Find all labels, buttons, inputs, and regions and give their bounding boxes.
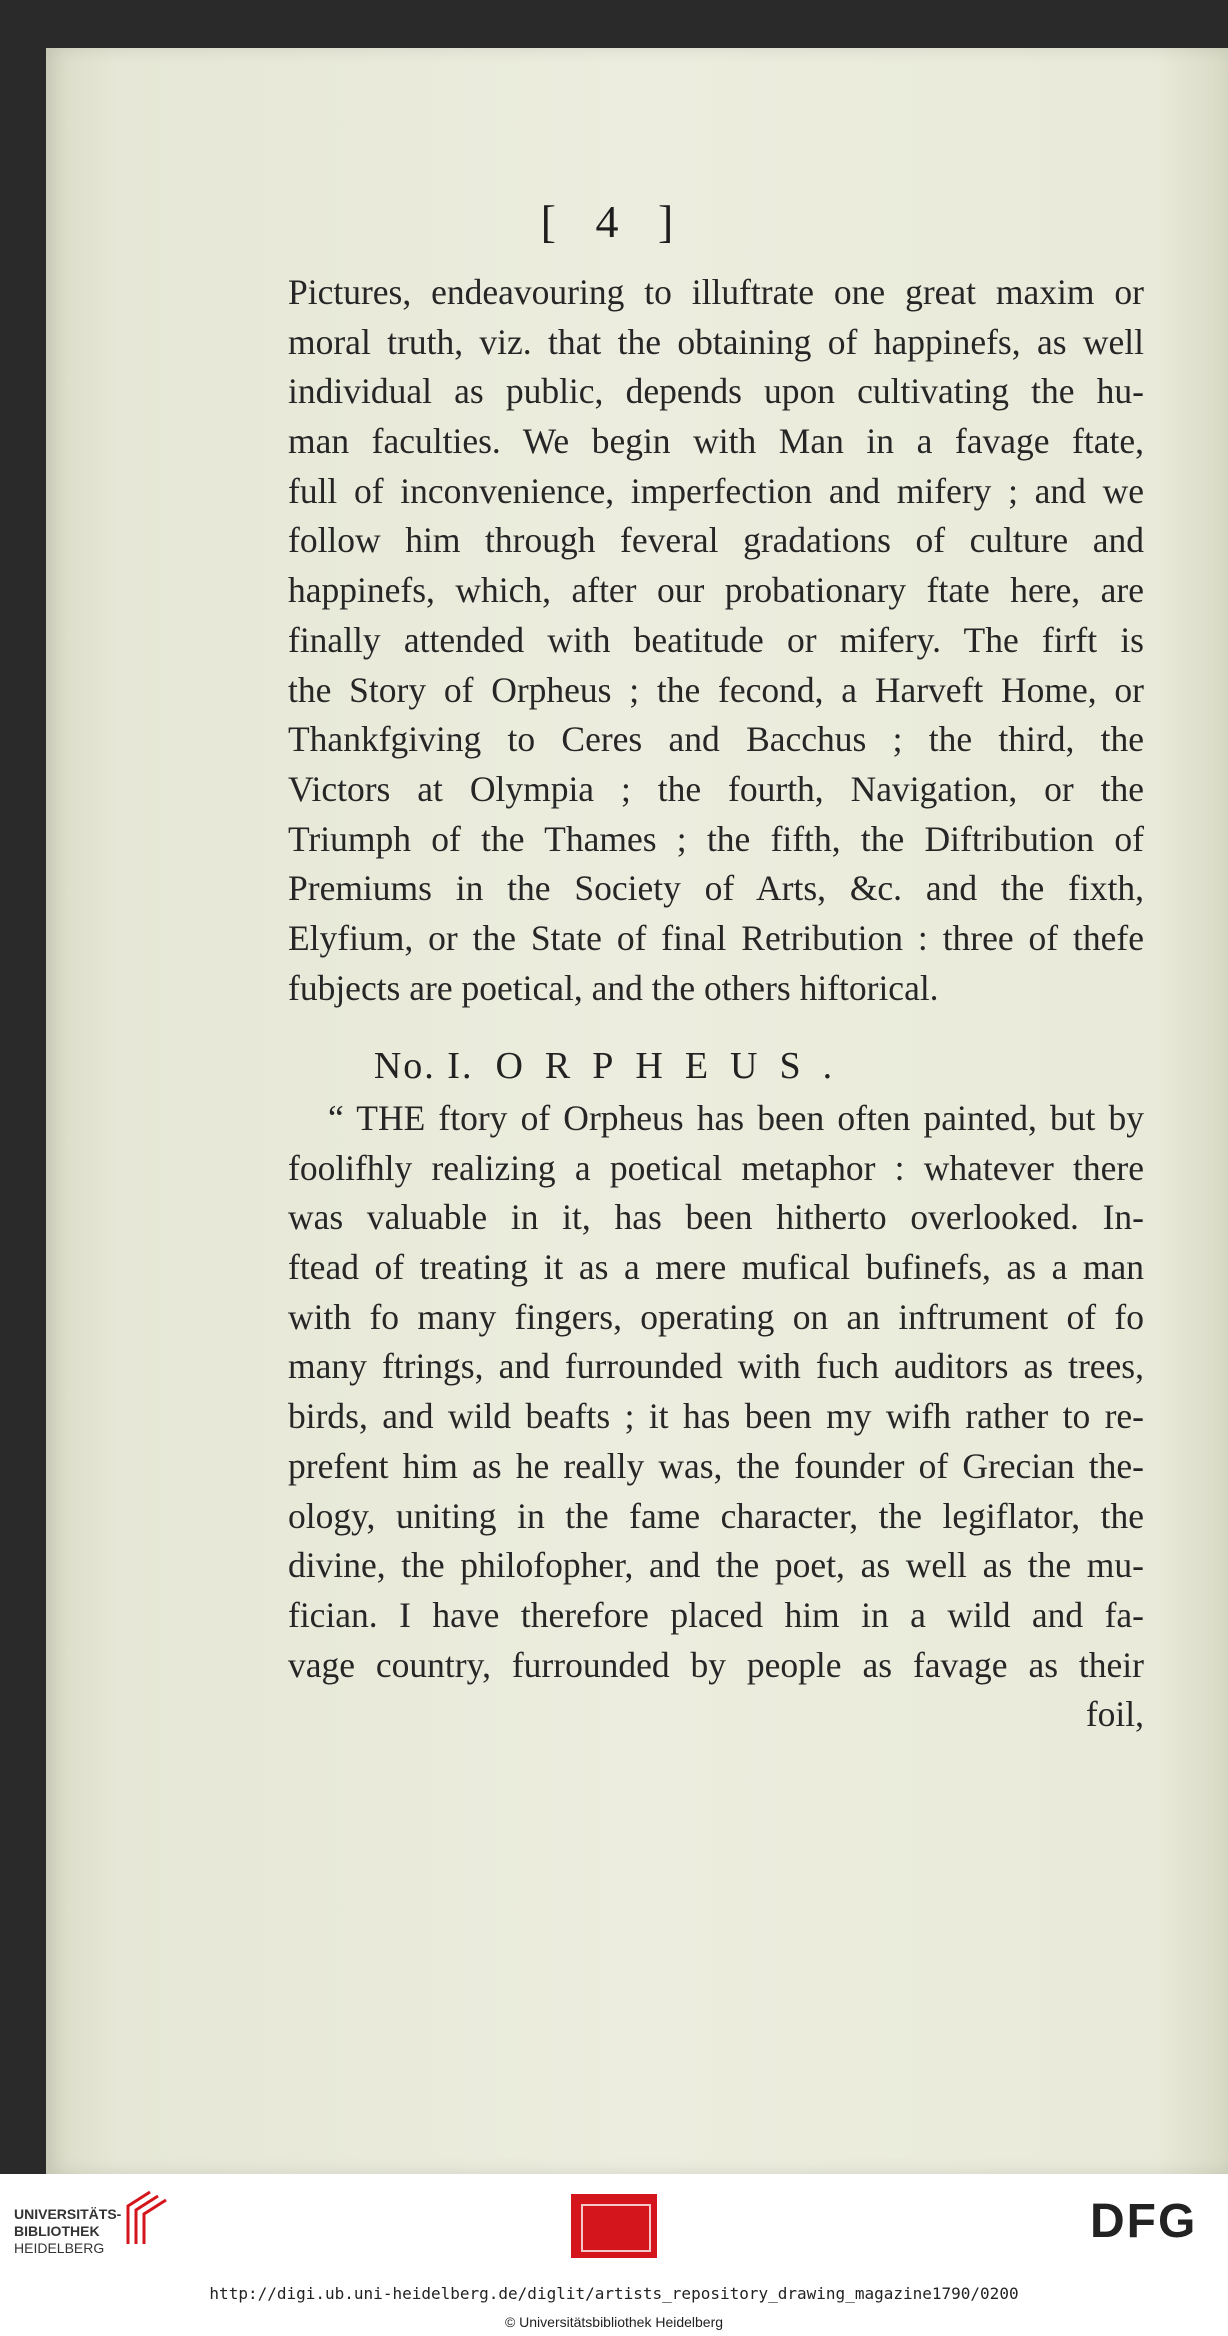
text-line: follow him through feveral gradations of culture and xyxy=(288,520,1144,561)
text-line: was valuable in it, has been hitherto overlooked. In- xyxy=(288,1197,1144,1238)
text-line: Pictures, endeavouring to illuftrate one great maxim or xyxy=(288,272,1144,312)
digital-collection-logo[interactable] xyxy=(571,2194,657,2258)
text-line: foolifhly realizing a poetical metaphor : whatever there xyxy=(288,1147,1144,1188)
text-line: “ THE ftory of Orpheus has been often painted, but by xyxy=(328,1098,1144,1138)
text-line: happinefs, which, after our probationary ftate here, are xyxy=(288,570,1144,611)
text-line: divine, the philofopher, and the poet, as well as the mu- xyxy=(288,1545,1144,1586)
library-name-line2: BIBLIOTHEK xyxy=(14,2223,100,2239)
page-number: [ 4 ] xyxy=(540,196,688,247)
text-line: fubjects are poetical, and the others hiftorical. xyxy=(288,967,939,1008)
text-line: vage country, furrounded by people as favage as their xyxy=(288,1644,1144,1685)
logo-frame-icon xyxy=(581,2204,651,2252)
text-line: ology, uniting in the fame character, the legiflator, the xyxy=(288,1495,1144,1536)
library-logo-text xyxy=(14,2206,121,2257)
text-line: full of inconvenience, imperfection and mifery ; and we xyxy=(288,470,1144,511)
text-line: man faculties. We begin with Man in a favage ftate, xyxy=(288,421,1144,462)
text-line: prefent him as he really was, the founder of Grecian the- xyxy=(288,1445,1144,1486)
text-line: fician. I have therefore placed him in a wild and fa- xyxy=(288,1594,1144,1635)
catchword: foil, xyxy=(1085,1694,1144,1735)
paragraph-2 xyxy=(288,1094,1144,1740)
text-line: Triumph of the Thames ; the fifth, the Diftribution of xyxy=(288,818,1144,859)
footer-bar xyxy=(0,2174,1228,2336)
text-line: Thankfgiving to Ceres and Bacchus ; the third, the xyxy=(288,719,1144,760)
section-heading xyxy=(0,1038,1228,1094)
text-line: with fo many fingers, operating on an inftrument of fo xyxy=(288,1296,1144,1337)
text-line: individual as public, depends upon cultivating the hu- xyxy=(288,371,1144,412)
library-logo-icon[interactable] xyxy=(120,2188,172,2250)
library-name-line3: HEIDELBERG xyxy=(14,2240,105,2256)
text-line: ftead of treating it as a mere mufical bufinefs, as a man xyxy=(288,1247,1144,1288)
text-line: birds, and wild beafts ; it has been my wifh rather to re- xyxy=(288,1396,1144,1437)
dfg-logo[interactable]: DFG xyxy=(1090,2195,1198,2248)
text-line: the Story of Orpheus ; the fecond, a Harveft Home, or xyxy=(288,669,1144,710)
copyright-notice: © Universitätsbibliothek Heidelberg xyxy=(504,2314,724,2330)
heading-title: ORPHEUS. xyxy=(495,1045,855,1087)
text-line: Victors at Olympia ; the fourth, Navigation, or the xyxy=(288,768,1144,809)
text-line: many ftrings, and furrounded with fuch auditors as trees, xyxy=(288,1346,1144,1387)
text-line: Premiums in the Society of Arts, &c. and the fixth, xyxy=(288,868,1144,909)
heading-number: No. I. xyxy=(373,1045,474,1087)
text-line: moral truth, viz. that the obtaining of happinefs, as well xyxy=(288,321,1144,362)
library-name-line1: UNIVERSITÄTS- xyxy=(14,2206,122,2222)
permalink[interactable]: http://digi.ub.uni-heidelberg.de/diglit/artists_repository_drawing_magazine1790/0200 xyxy=(209,2284,1019,2303)
text-line: finally attended with beatitude or mifery. The firft is xyxy=(288,619,1144,660)
text-line: Elyfium, or the State of final Retribution : three of thefe xyxy=(288,917,1144,958)
paragraph-1 xyxy=(288,268,1144,1013)
